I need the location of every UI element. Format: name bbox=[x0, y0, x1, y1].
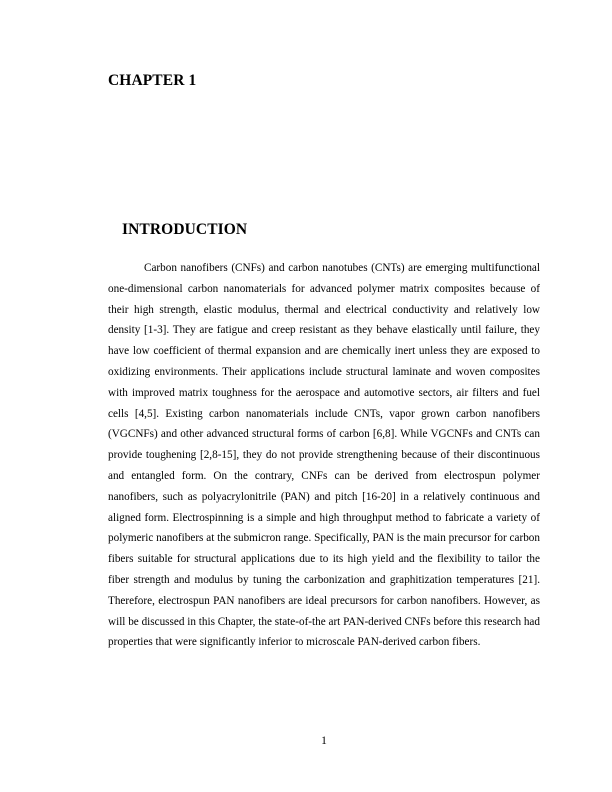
page-number: 1 bbox=[321, 735, 327, 747]
body-paragraph: Carbon nanofibers (CNFs) and carbon nanotubes (CNTs) are emerging multifunctional one-dimensional carbon nanomaterials for advanced polymer matrix composites because of their high strength, elastic modulus, thermal and electrical conductivity and relatively low density [1-3]. They are fatigue and creep resistant as they behave elastically until failure, they have low coefficient of thermal expansion and are chemically inert unless they are exposed to oxidizing environments. Their applications include structural laminate and woven composites with improved matrix toughness for the aerospace and automotive sectors, air filters and fuel cells [4,5]. Existing carbon nanomaterials include CNTs, vapor grown carbon nanofibers (VGCNFs) and other advanced structural forms of carbon [6,8]. While VGCNFs and CNTs can provide toughening [2,8-15], they do not provide strengthening because of their discontinuous and entangled form. On the contrary, CNFs can be derived from electrospun polymer nanofibers, such as polyacrylonitrile (PAN) and pitch [16-20] in a relatively continuous and aligned form. Electrospinning is a simple and high throughput method to fabricate a variety of polymeric nanofibers at the submicron range. Specifically, PAN is the main precursor for carbon fibers suitable for structural applications due to its high yield and the flexibility to tailor the fiber strength and modulus by tuning the carbonization and graphitization temperatures [21]. Therefore, electrospun PAN nanofibers are ideal precursors for carbon nanofibers. However, as will be discussed in this Chapter, the state-of-the art PAN-derived CNFs before this research had properties that were significantly inferior to microscale PAN-derived carbon fibers. bbox=[108, 262, 540, 649]
section-title: INTRODUCTION bbox=[122, 221, 248, 238]
chapter-heading: CHAPTER 1 bbox=[108, 72, 197, 89]
